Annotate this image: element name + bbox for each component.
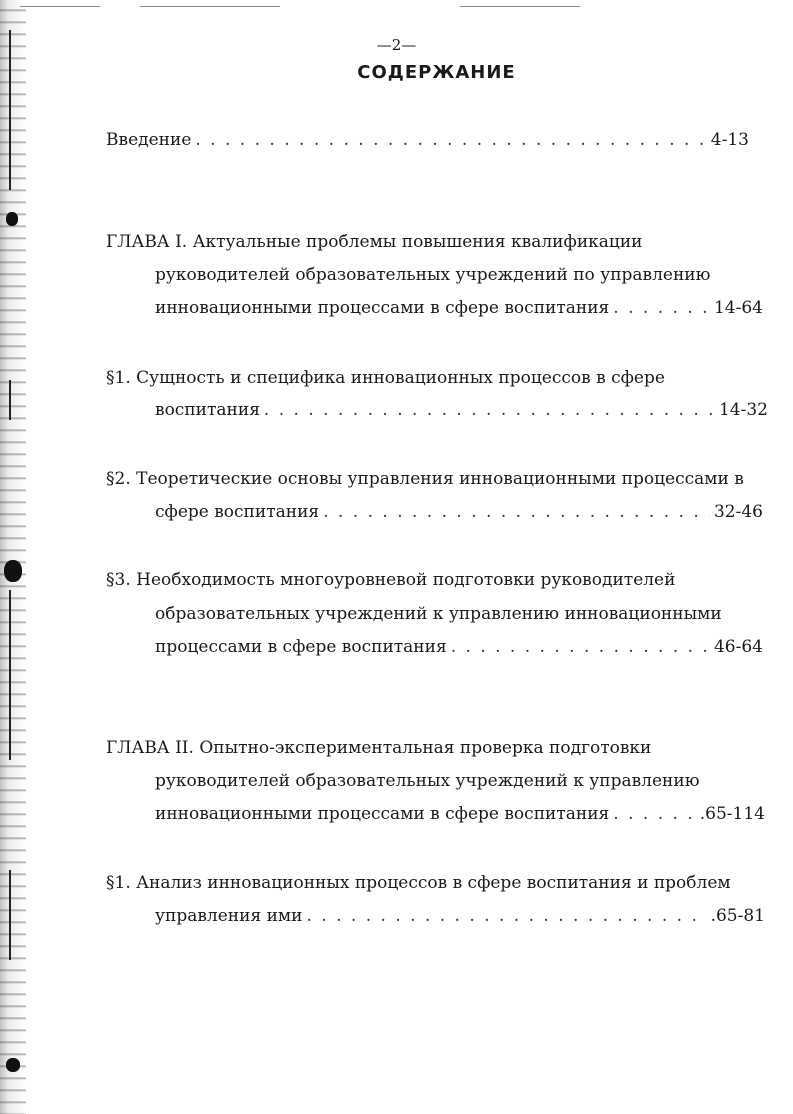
toc-entry-pages: 14-64	[713, 298, 763, 318]
toc-entry-title: сфере воспитания	[155, 502, 320, 522]
toc-section-title-line: §1. Сущность и специфика инновационных процессов в сфере	[106, 368, 665, 388]
toc-section-title-line: §1. Анализ инновационных процессов в сфере воспитания и проблем	[106, 873, 731, 893]
toc-chapter-title-line: руководителей образовательных учреждений по управлению	[155, 265, 711, 285]
toc-entry-introduction	[106, 126, 749, 154]
dot-leader	[306, 902, 706, 930]
toc-entry-title: инновационными процессами в сфере воспитания	[155, 804, 610, 824]
toc-entry-pages: 46-64	[713, 637, 763, 657]
toc-chapter-title-line: ГЛАВА II. Опытно-экспериментальная проверка подготовки	[106, 738, 652, 758]
toc-section-title-line: §3. Необходимость многоуровневой подготовки руководителей	[106, 570, 676, 590]
dot-leader	[195, 126, 706, 154]
toc-entry-section-1-3	[155, 633, 763, 661]
toc-section-title-line: §2. Теоретические основы управления инновационными процессами в	[106, 469, 744, 489]
dot-leader	[323, 498, 710, 526]
toc-section-title-line: образовательных учреждений к управлению инновационными	[155, 604, 722, 624]
page-number: —2—	[376, 36, 417, 54]
toc-entry-title: Введение	[106, 130, 192, 150]
dot-leader	[613, 294, 710, 322]
toc-entry-chapter-1	[155, 294, 763, 322]
toc-chapter-title-line: ГЛАВА I. Актуальные проблемы повышения квалификации	[106, 232, 643, 252]
dot-leader	[613, 800, 695, 828]
toc-entry-title: управления ими	[155, 906, 303, 926]
toc-entry-section-1-1	[155, 396, 768, 424]
toc-entry-pages: .65-114	[699, 804, 765, 824]
dot-leader	[264, 396, 715, 424]
toc-entry-title: воспитания	[155, 400, 260, 420]
dot-leader	[451, 633, 710, 661]
page-title: СОДЕРЖАНИЕ	[357, 62, 516, 83]
toc-entry-chapter-2	[155, 800, 765, 828]
toc-entry-pages: .65-81	[710, 906, 765, 926]
toc-entry-section-2-1	[155, 902, 765, 930]
toc-entry-pages: 4-13	[710, 130, 749, 150]
toc-chapter-title-line: руководителей образовательных учреждений к управлению	[155, 771, 700, 791]
toc-entry-title: инновационными процессами в сфере воспитания	[155, 298, 610, 318]
toc-entry-section-1-2	[155, 498, 763, 526]
toc-entry-title: процессами в сфере воспитания	[155, 637, 447, 657]
toc-entry-pages: 14-32	[718, 400, 768, 420]
toc-entry-pages: 32-46	[713, 502, 763, 522]
